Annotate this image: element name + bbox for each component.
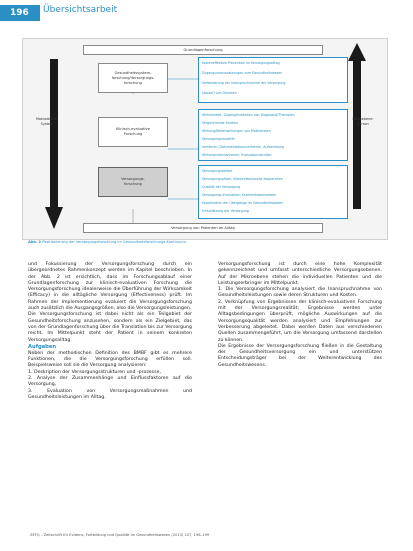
topic-2-2: Vergleichende Studien [202,121,238,125]
topic-2-4: Versorgungsmodelle [202,137,235,141]
topics-box-2 [198,109,348,161]
left-column [28,262,192,401]
left-list-item-1: 1. Deskription der Versorgungsstrukturen und -prozesse, [28,369,161,375]
left-list-item-2: 2. Analyse der Zusammenhänge und Einflussfaktoren auf die Versorgung, [28,376,192,388]
right-paragraph-1: Versorgungsforschung ist durch eine hohe Komplexität gekennzeichnet und umfasst unterschiedliche Versorgungsebenen. Auf der Mikroebene stehen die individuellen Patienten und die Leistungserbringer im Mittelpunkt. [218,262,382,286]
topics-box-1 [198,57,348,103]
topic-2-5: Verfahren, Dokumentationsverfahren, Aufbereitung [202,145,284,149]
basic-research-box: Grundlagenforschung [83,45,323,55]
topic-3-4: Versorgungs-Evaluation; Krankenkassenwesen [202,193,277,197]
page-number: 196 [0,5,40,21]
arrow-left-head [45,207,63,229]
left-paragraph-2: Die Versorgungsforschung ist dabei nicht als ein Teilgebiet der Gesundheitsforschung anzusehen, sondern als ein Zielgebiet, das von der Grundlagenforschung über die Translation bis zur Versorgung reicht. Im Mittelpunkt steht der Patient in seinem konkreten Versorgungsalltag. [28,312,192,343]
topic-1-3: Verbesserung der Inanspruchnahme der Versorgung [202,81,286,85]
topic-1-4: (Ablauf) von Diensten [202,91,237,95]
care-research-box: Versorgungs- forschung [98,167,168,197]
topic-2-1: Wirksamkeit, Zugang/Indikation von Diagnostik/Therapien [202,113,295,117]
caption-label: Abb. 2 [28,240,42,244]
topic-3-2: Versorgungspfade, interprofessionelle Kooperation [202,177,283,181]
clinical-evaluative-box: Klinisch-evaluative Forschung [98,117,168,147]
left-list-item-3: 3. Evaluation von Versorgungsmaßnahmen und Gesundheitsleistungen im Alltag. [28,388,192,400]
arrow-left-shaft [50,59,58,209]
left-paragraph-3: Neben der methodischen Definition des BMBF gibt es mehrere Funktionen, die die Versorgungsforschung erfüllen soll. Beispielsweise soll sie die Versorgung analysieren: [28,350,192,369]
right-column [218,262,382,369]
right-paragraph-3: 2. Verknüpfung von Ergebnissen der klinisch-evaluativen Forschung mit der Versorgungsrealität; Ergebnisse werden unter Alltagsbedingungen überprüft, mögliche Auswirkungen auf die Versorgungsqualität werden analysiert und Empfehlungen zur Verbesserung abgeleitet. Dabei werden Daten aus verschiedenen Quellen zusammengeführt, um die Versorgung umfassend darstellen zu können. [218,299,382,343]
topic-3-5: Koordination der Übergänge im Gesundheitswesen [202,201,284,205]
section-heading-aufgaben: Aufgaben [28,343,57,350]
arrow-right-head [348,43,366,61]
figure-caption [28,240,186,244]
health-system-research-box: Gesundheitssystem- forschung/Versorgungs- forschung [98,63,168,93]
topic-2-3: Wirkung/Nebenwirkungen von Maßnahmen [202,129,271,133]
right-paragraph-2: 1. Die Versorgungsforschung analysiert die Inanspruchnahme von Gesundheitsleistungen sowie deren Strukturen und Kosten. [218,287,382,299]
topic-3-1: Versorgungsbedarf [202,169,233,173]
arrow-right-shaft [353,59,361,209]
caption-text: Positionierung der Versorgungsforschung im Gesundheitsforschungs-Kontinuum [42,240,186,244]
figure [22,38,388,240]
topic-1-1: Kosteneffektive Prävention im Versorgungsalltag [202,61,280,65]
topics-box-3 [198,165,348,219]
topic-2-6: Wirkungsmechanismen; Evaluationsstudien [202,153,272,157]
micro-level-label: Mikroebene: Person [352,117,374,126]
topic-3-3: Qualität der Versorgung [202,185,241,189]
left-paragraph-1: und Fokussierung der Versorgungsforschung durch ein übergeordnetes Rahmenkonzept werden im Kapitel beschrieben. In der Abb. 2 ist ersichtlich, dass im Forschungsablauf einer Grundlagenforschung zur klinisch-evaluativen Forschung die Versorgungsforschung idealerweise die Überführung der Wirksamkeit (Efficacy) in die alltägliche Versorgung (Effectiveness) prüft. Im Rahmen der Implementierung evaluiert die Versorgungsforschung auch zusätzlich die Ausgangsgrößen, also die Versorgungsleistungen. [28,262,192,312]
topic-3-6: Einschätzung der Versorgung [202,209,249,213]
page-footer: ZEFQ – Zeitschrift für Evidenz, Fortbildung und Qualität im Gesundheitswesen (2013) 107, 196–199 [30,533,210,537]
patient-care-box: Versorgung von Patienten im Alltag [83,223,323,233]
topic-1-2: Zugangsvoraussetzungen zum Gesundheitswesen [202,71,283,75]
macro-level-label: Makroebene: System [35,117,59,126]
section-title: Übersichtsarbeit [43,5,118,15]
right-paragraph-4: Die Ergebnisse der Versorgungsforschung fließen in die Gestaltung der Gesundheitsversorgung ein und unterstützen Entscheidungsträger bei der Weiterentwicklung des Gesundheitswesens. [218,343,382,368]
